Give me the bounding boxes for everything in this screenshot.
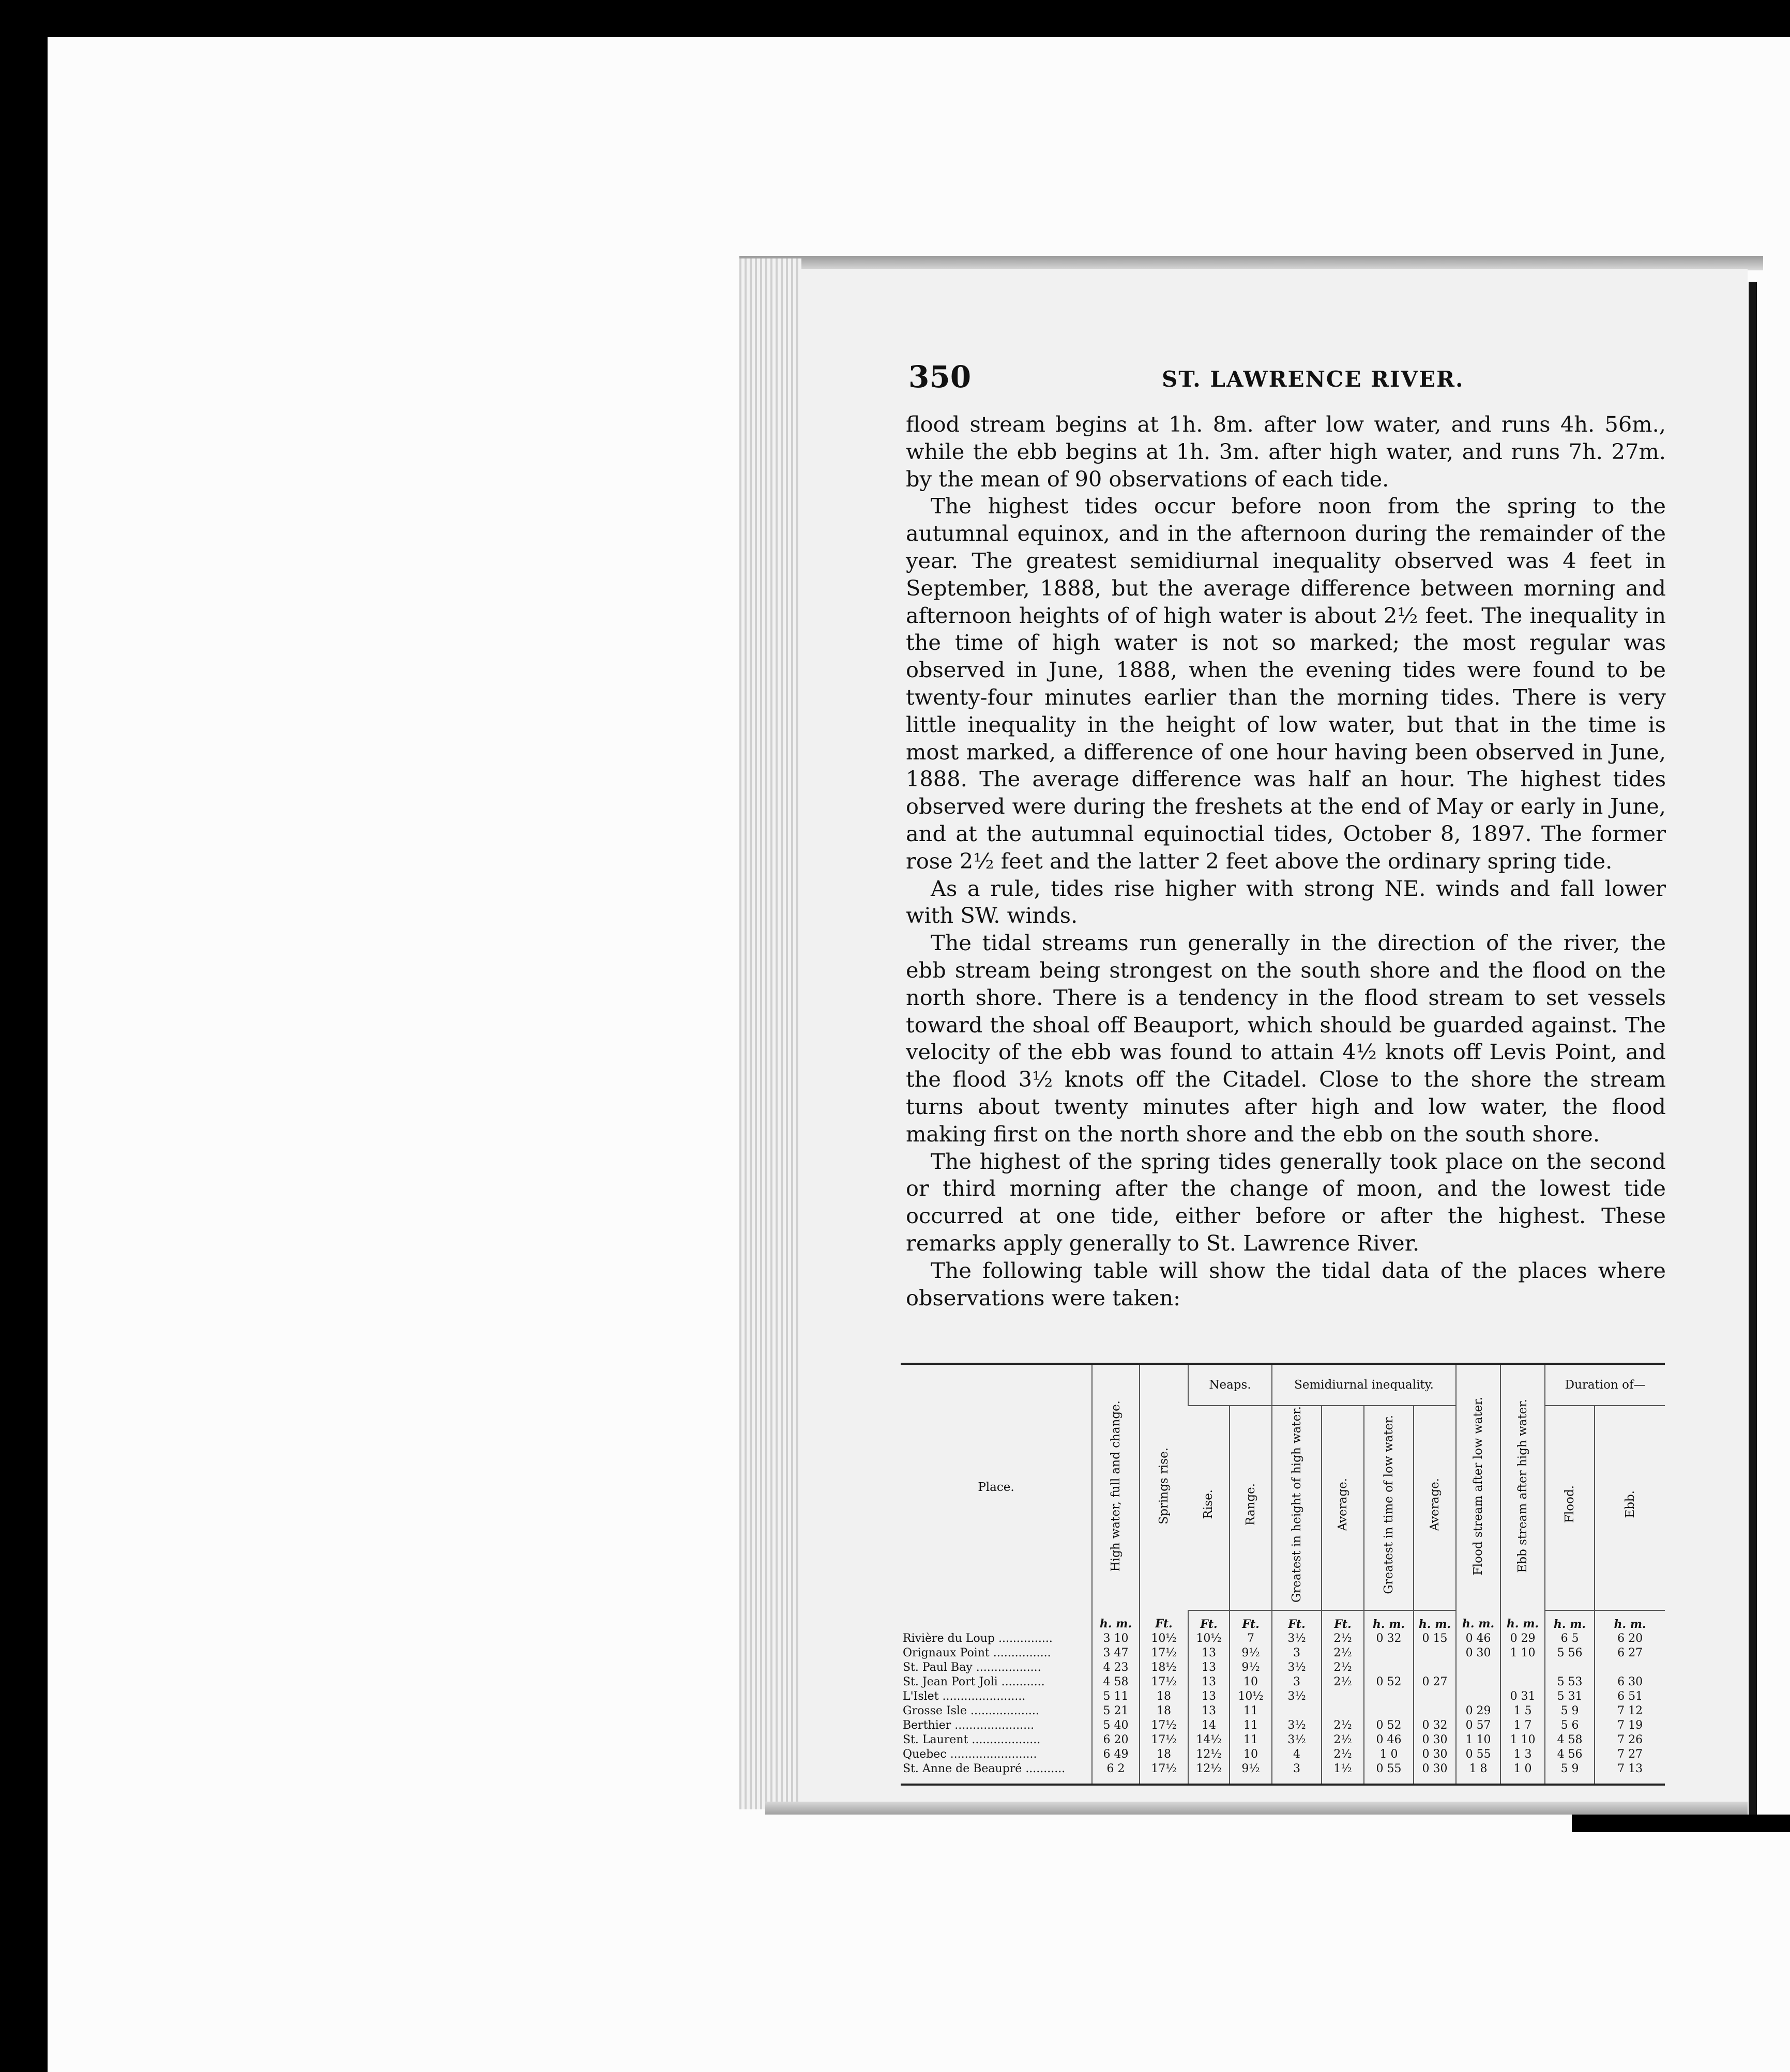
table-cell: 6 5 <box>1545 1632 1595 1646</box>
table-row <box>901 1718 1665 1733</box>
table-cell: 10 <box>1230 1747 1272 1762</box>
table-cell <box>1414 1689 1456 1704</box>
table-cell: 6 20 <box>1595 1632 1665 1646</box>
place-name: St. Laurent ................... <box>903 1733 1041 1746</box>
table-cell: 1 7 <box>1500 1718 1545 1733</box>
table-cell: 11 <box>1230 1733 1272 1747</box>
table-cell <box>1414 1646 1456 1660</box>
table-cell <box>1595 1660 1665 1675</box>
table-cell: 3½ <box>1272 1660 1322 1675</box>
table-cell: 6 49 <box>1092 1747 1140 1762</box>
table-row <box>901 1733 1665 1747</box>
table-cell: 9½ <box>1230 1660 1272 1675</box>
table-cell: 5 9 <box>1545 1762 1595 1785</box>
table-cell <box>1364 1660 1414 1675</box>
table-cell: 18½ <box>1140 1660 1188 1675</box>
table-cell: 1 10 <box>1456 1733 1500 1747</box>
paragraph: The highest of the spring tides generally took place on the second or third morning after the change of moon, and the lowest tide occurred at one tide, either before or after the highest. These remarks apply generally to St. Lawrence River. <box>906 1148 1666 1256</box>
table-cell <box>1456 1675 1500 1689</box>
table-cell: 17½ <box>1140 1762 1188 1785</box>
table-cell <box>1456 1660 1500 1675</box>
unit-cell: h. m. <box>1092 1610 1140 1632</box>
unit-cell: h. m. <box>1500 1610 1545 1632</box>
col-header-place: Place. <box>901 1364 1092 1610</box>
col-header-greatest-height: Greatest in height of high water. <box>1272 1406 1322 1610</box>
table-cell: 4 56 <box>1545 1747 1595 1762</box>
table-cell: 0 15 <box>1414 1632 1456 1646</box>
unit-cell: Ft. <box>1230 1610 1272 1632</box>
table-cell <box>1364 1689 1414 1704</box>
table-cell: 3 47 <box>1092 1646 1140 1660</box>
table-cell: 3 <box>1272 1762 1322 1785</box>
col-header-average-height: Average. <box>1322 1406 1364 1610</box>
table-row <box>901 1675 1665 1689</box>
table-cell: 2½ <box>1322 1747 1364 1762</box>
running-header <box>908 359 1668 401</box>
table-cell: 1 0 <box>1500 1762 1545 1785</box>
table-cell: 3 <box>1272 1646 1322 1660</box>
paragraph: The highest tides occur before noon from the spring to the autumnal equinox, and in the afternoon during the remainder of the year. The greatest semidiurnal inequality observed was 4 feet in September, 1888, but the average difference between morning and afternoon heights of of high water is about 2½ feet. The inequality in the time of high water is not so marked; the most regular was observed in June, 1888, when the evening tides were found to be twenty-four minutes earlier than the morning tides. There is very little inequality in the height of low water, but that in the time is most marked, a difference of one hour having been observed in June, 1888. The average difference was half an hour. The highest tides observed were during the freshets at the end of May or early in June, and at the autumnal equinoctial tides, October 8, 1897. The former rose 2½ feet and the latter 2 feet above the ordinary spring tide. <box>906 493 1666 874</box>
place-name: St. Anne de Beaupré ........... <box>901 1762 1092 1785</box>
table-cell: 4 23 <box>1092 1660 1140 1675</box>
table-cell: 4 58 <box>1092 1675 1140 1689</box>
table-row <box>901 1660 1665 1675</box>
table-cell <box>1272 1704 1322 1718</box>
table-cell: 6 27 <box>1595 1646 1665 1660</box>
table-cell: 9½ <box>1230 1646 1272 1660</box>
table-cell: 13 <box>1188 1646 1230 1660</box>
table-cell: 1 10 <box>1500 1646 1545 1660</box>
table-cell: 1½ <box>1322 1762 1364 1785</box>
table-cell: 14½ <box>1188 1733 1230 1747</box>
table-cell: 5 9 <box>1545 1704 1595 1718</box>
col-header-neaps-rise: Rise. <box>1188 1406 1230 1610</box>
table-cell: 13 <box>1188 1660 1230 1675</box>
table-cell: 13 <box>1188 1704 1230 1718</box>
table-cell: 2½ <box>1322 1646 1364 1660</box>
table-cell: 0 32 <box>1414 1718 1456 1733</box>
table-cell: 0 46 <box>1456 1632 1500 1646</box>
unit-cell: h. m. <box>1545 1610 1595 1632</box>
table-cell: 3½ <box>1272 1718 1322 1733</box>
running-title: ST. LAWRENCE RIVER. <box>1162 367 1464 392</box>
table-cell: 11 <box>1230 1704 1272 1718</box>
table-cell: 10 <box>1230 1675 1272 1689</box>
table-cell: 17½ <box>1140 1718 1188 1733</box>
table-cell: 14 <box>1188 1718 1230 1733</box>
table-cell: 7 <box>1230 1632 1272 1646</box>
table-cell: 9½ <box>1230 1762 1272 1785</box>
table-cell: 12½ <box>1188 1762 1230 1785</box>
table-row <box>901 1704 1665 1718</box>
unit-cell: h. m. <box>1414 1610 1456 1632</box>
table-cell: 3½ <box>1272 1632 1322 1646</box>
table-cell: 1 8 <box>1456 1762 1500 1785</box>
col-group-duration: Duration of— <box>1545 1364 1665 1406</box>
unit-cell: h. m. <box>1456 1610 1500 1632</box>
col-header-greatest-time: Greatest in time of low water. <box>1364 1406 1414 1610</box>
table-cell: 1 5 <box>1500 1704 1545 1718</box>
table-cell: 1 3 <box>1500 1747 1545 1762</box>
place-name: St. Jean Port Joli ............ <box>903 1675 1045 1688</box>
col-header-average-time: Average. <box>1414 1406 1456 1610</box>
table-cell: 7 13 <box>1595 1762 1665 1785</box>
page-stack-edge <box>739 258 801 1809</box>
table-cell: 10½ <box>1188 1632 1230 1646</box>
table-cell: 2½ <box>1322 1718 1364 1733</box>
table-cell <box>1414 1660 1456 1675</box>
table-cell: 7 26 <box>1595 1733 1665 1747</box>
table-cell: 7 12 <box>1595 1704 1665 1718</box>
table-cell: 17½ <box>1140 1646 1188 1660</box>
unit-cell: h. m. <box>1595 1610 1665 1632</box>
table-cell: 6 51 <box>1595 1689 1665 1704</box>
table-cell: 17½ <box>1140 1675 1188 1689</box>
table-cell: 0 30 <box>1456 1646 1500 1660</box>
unit-cell: h. m. <box>1364 1610 1414 1632</box>
table-cell: 0 27 <box>1414 1675 1456 1689</box>
unit-cell: Ft. <box>1140 1610 1188 1632</box>
table-cell: 13 <box>1188 1675 1230 1689</box>
place-name: Rivière du Loup ............... <box>903 1632 1053 1645</box>
table-cell: 11 <box>1230 1718 1272 1733</box>
table-cell: 17½ <box>1140 1733 1188 1747</box>
table-cell <box>1364 1704 1414 1718</box>
table-cell: 0 52 <box>1364 1718 1414 1733</box>
col-group-semidiurnal: Semidiurnal inequality. <box>1272 1364 1456 1406</box>
table-cell <box>1364 1646 1414 1660</box>
place-name: St. Paul Bay .................. <box>903 1660 1041 1674</box>
table-cell: 12½ <box>1188 1747 1230 1762</box>
table-cell: 6 30 <box>1595 1675 1665 1689</box>
table-row <box>901 1632 1665 1646</box>
table-cell: 10½ <box>1230 1689 1272 1704</box>
table-cell: 2½ <box>1322 1632 1364 1646</box>
unit-cell <box>901 1610 1092 1632</box>
paragraph: The following table will show the tidal data of the places where observations were taken: <box>906 1257 1666 1311</box>
table-cell: 7 27 <box>1595 1747 1665 1762</box>
table-cell: 5 31 <box>1545 1689 1595 1704</box>
bottom-cover-edge <box>1572 1815 1790 1832</box>
page-number: 350 <box>908 359 972 394</box>
body-text <box>906 411 1666 1312</box>
table-cell: 2½ <box>1322 1660 1364 1675</box>
table-cell: 0 30 <box>1414 1733 1456 1747</box>
table-row <box>901 1646 1665 1660</box>
col-header-flood: Flood. <box>1545 1406 1595 1610</box>
table-cell: 5 11 <box>1092 1689 1140 1704</box>
place-name: Quebec ........................ <box>903 1747 1037 1761</box>
col-header-ebb-stream: Ebb stream after high water. <box>1500 1364 1545 1610</box>
table-cell: 2½ <box>1322 1675 1364 1689</box>
place-name: Grosse Isle ................... <box>903 1704 1039 1717</box>
table-cell: 18 <box>1140 1704 1188 1718</box>
table-body <box>901 1610 1665 1785</box>
page-right-edge <box>1749 282 1757 1822</box>
table-row <box>901 1689 1665 1704</box>
place-name: Orignaux Point ................ <box>903 1646 1051 1659</box>
table-cell: 4 <box>1272 1747 1322 1762</box>
table-cell: 18 <box>1140 1747 1188 1762</box>
table-cell: 0 29 <box>1456 1704 1500 1718</box>
col-header-flood-stream: Flood stream after low water. <box>1456 1364 1500 1610</box>
col-header-neaps-range: Range. <box>1230 1406 1272 1610</box>
table-cell <box>1414 1704 1456 1718</box>
table-cell: 0 57 <box>1456 1718 1500 1733</box>
table-cell: 3½ <box>1272 1689 1322 1704</box>
page-bottom-edge <box>765 1802 1748 1815</box>
table-cell: 18 <box>1140 1689 1188 1704</box>
table-cell <box>1500 1675 1545 1689</box>
table-cell: 4 58 <box>1545 1733 1595 1747</box>
place-name: L'Islet ....................... <box>903 1689 1026 1703</box>
table-cell <box>1545 1660 1595 1675</box>
table-cell: 0 55 <box>1364 1762 1414 1785</box>
table-cell: 5 6 <box>1545 1718 1595 1733</box>
table-cell: 0 32 <box>1364 1632 1414 1646</box>
table-cell: 5 21 <box>1092 1704 1140 1718</box>
unit-cell: Ft. <box>1322 1610 1364 1632</box>
table-cell <box>1322 1704 1364 1718</box>
table-cell: 6 20 <box>1092 1733 1140 1747</box>
table-cell <box>1500 1660 1545 1675</box>
table-cell: 7 19 <box>1595 1718 1665 1733</box>
table-cell: 0 55 <box>1456 1747 1500 1762</box>
page-top-edge <box>739 256 1763 270</box>
table-cell <box>1322 1689 1364 1704</box>
table-cell: 0 46 <box>1364 1733 1414 1747</box>
table-row <box>901 1762 1665 1785</box>
table-cell: 2½ <box>1322 1733 1364 1747</box>
table-cell: 1 0 <box>1364 1747 1414 1762</box>
table-cell: 3 10 <box>1092 1632 1140 1646</box>
col-group-neaps: Neaps. <box>1188 1364 1272 1406</box>
table-cell: 5 56 <box>1545 1646 1595 1660</box>
table-row <box>901 1747 1665 1762</box>
table-cell: 13 <box>1188 1689 1230 1704</box>
table-cell: 0 52 <box>1364 1675 1414 1689</box>
table-cell: 10½ <box>1140 1632 1188 1646</box>
table-cell: 0 29 <box>1500 1632 1545 1646</box>
col-header-ebb: Ebb. <box>1595 1406 1665 1610</box>
col-header-springs-rise: Springs rise. <box>1140 1364 1188 1610</box>
table-cell: 6 2 <box>1092 1762 1140 1785</box>
table-cell: 5 40 <box>1092 1718 1140 1733</box>
col-header-hwfc: High water, full and change. <box>1092 1364 1140 1610</box>
units-row <box>901 1610 1665 1632</box>
paragraph: As a rule, tides rise higher with strong NE. winds and fall lower with SW. winds. <box>906 875 1666 928</box>
table-cell: 1 10 <box>1500 1733 1545 1747</box>
table-cell: 5 53 <box>1545 1675 1595 1689</box>
table-cell: 3½ <box>1272 1733 1322 1747</box>
tidal-data-table <box>901 1363 1665 1786</box>
table-cell: 0 31 <box>1500 1689 1545 1704</box>
unit-cell: Ft. <box>1188 1610 1230 1632</box>
table-cell: 0 30 <box>1414 1762 1456 1785</box>
table-cell <box>1456 1689 1500 1704</box>
table-cell: 3 <box>1272 1675 1322 1689</box>
paragraph: flood stream begins at 1h. 8m. after low water, and runs 4h. 56m., while the ebb begins at 1h. 3m. after high water, and runs 7h. 27m. by the mean of 90 observations of each tide. <box>906 412 1666 492</box>
paragraph: The tidal streams run generally in the direction of the river, the ebb stream being strongest on the south shore and the flood on the north shore. There is a tendency in the flood stream to set vessels toward the shoal off Beauport, which should be guarded against. The velocity of the ebb was found to attain 4½ knots off Levis Point, and the flood 3½ knots off the Citadel. Close to the shore the stream turns about twenty minutes after high and low water, the flood making first on the north shore and the ebb on the south shore. <box>906 930 1666 1147</box>
place-name: Berthier ...................... <box>903 1718 1035 1732</box>
unit-cell: Ft. <box>1272 1610 1322 1632</box>
table-cell: 0 30 <box>1414 1747 1456 1762</box>
